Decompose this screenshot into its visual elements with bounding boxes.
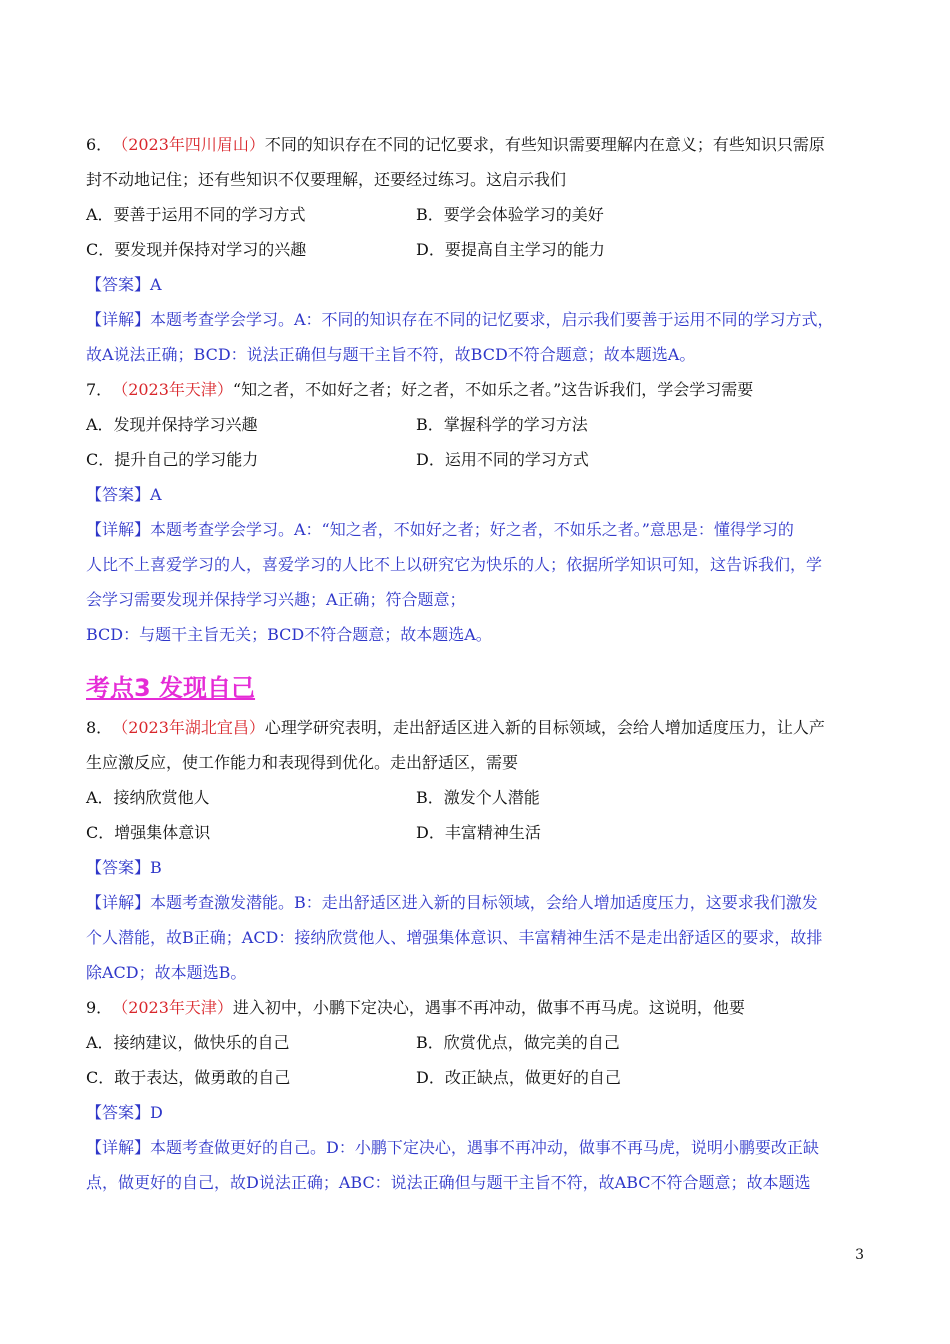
question-7 xyxy=(86,365,866,645)
explanation: 会学习需要发现并保持学习兴趣；A正确；符合题意； xyxy=(86,590,466,609)
option-d: D．要提高自主学习的能力 xyxy=(416,240,605,259)
explanation: 故A说法正确；BCD：说法正确但与题干主旨不符，故BCD不符合题意；故本题选A。 xyxy=(86,345,696,364)
options-row xyxy=(86,773,866,808)
option-a: A．接纳建议，做快乐的自己 xyxy=(86,1033,290,1052)
question-source: （2023年天津） xyxy=(112,380,233,399)
option-b: B．掌握科学的学习方法 xyxy=(416,415,588,434)
option-a: A．发现并保持学习兴趣 xyxy=(86,415,258,434)
answer: 【答案】B xyxy=(86,858,162,877)
answer: 【答案】A xyxy=(86,485,162,504)
option-a: A．要善于运用不同的学习方式 xyxy=(86,205,306,224)
question-stem xyxy=(86,365,866,400)
explanation: 除ACD；故本题选B。 xyxy=(86,963,247,982)
stem-text: 心理学研究表明，走出舒适区进入新的目标领域，会给人增加适度压力，让人产 xyxy=(264,718,825,737)
question-stem xyxy=(86,703,866,738)
stem-text: “知之者，不如好之者；好之者，不如乐之者。”这告诉我们，学会学习需要 xyxy=(232,380,754,399)
question-number: 6． xyxy=(86,135,113,154)
option-d: D．丰富精神生活 xyxy=(416,823,541,842)
option-d: D．运用不同的学习方式 xyxy=(416,450,589,469)
option-c: C．增强集体意识 xyxy=(86,823,211,842)
options-row xyxy=(86,1053,866,1088)
options-row xyxy=(86,400,866,435)
option-b: B．激发个人潜能 xyxy=(416,788,540,807)
option-b: B．要学会体验学习的美好 xyxy=(416,205,604,224)
stem-text-cont: 封不动地记住；还有些知识不仅要理解，还要经过练习。这启示我们 xyxy=(86,170,567,189)
question-9 xyxy=(86,983,866,1193)
options-row xyxy=(86,190,866,225)
options-row xyxy=(86,435,866,470)
explanation: 【详解】本题考查激发潜能。B：走出舒适区进入新的目标领域，会给人增加适度压力，这要求我们激发 xyxy=(86,893,818,912)
stem-text: 不同的知识存在不同的记忆要求，有些知识需要理解内在意义；有些知识只需原 xyxy=(264,135,825,154)
question-6 xyxy=(86,120,866,365)
question-number: 9． xyxy=(86,998,113,1017)
stem-text-cont: 生应激反应，使工作能力和表现得到优化。走出舒适区，需要 xyxy=(86,753,519,772)
question-source: （2023年天津） xyxy=(112,998,233,1017)
option-c: C．敢于表达，做勇敢的自己 xyxy=(86,1068,291,1087)
options-row xyxy=(86,225,866,260)
option-a: A．接纳欣赏他人 xyxy=(86,788,210,807)
question-8 xyxy=(86,703,866,983)
answer: 【答案】A xyxy=(86,275,162,294)
question-number: 7． xyxy=(86,380,113,399)
question-number: 8． xyxy=(86,718,113,737)
answer: 【答案】D xyxy=(86,1103,163,1122)
explanation: 【详解】本题考查学会学习。A：“知之者，不如好之者；好之者，不如乐之者。”意思是：懂得学习的 xyxy=(86,520,794,539)
option-c: C．要发现并保持对学习的兴趣 xyxy=(86,240,307,259)
question-source: （2023年四川眉山） xyxy=(112,135,265,154)
question-stem xyxy=(86,983,866,1018)
page-number: 3 xyxy=(855,1247,864,1263)
question-stem xyxy=(86,120,866,155)
explanation: 点，做更好的自己，故D说法正确；ABC：说法正确但与题干主旨不符，故ABC不符合题意；故本题选 xyxy=(86,1173,811,1192)
explanation: 【详解】本题考查做更好的自己。D：小鹏下定决心，遇事不再冲动，做事不再马虎，说明小鹏要改正缺 xyxy=(86,1138,819,1157)
explanation: 人比不上喜爱学习的人，喜爱学习的人比不上以研究它为快乐的人；依据所学知识可知，这告诉我们，学 xyxy=(86,555,823,574)
question-source: （2023年湖北宜昌） xyxy=(112,718,265,737)
options-row xyxy=(86,808,866,843)
option-d: D．改正缺点，做更好的自己 xyxy=(416,1068,621,1087)
stem-text: 进入初中，小鹏下定决心，遇事不再冲动，做事不再马虎。这说明，他要 xyxy=(232,998,745,1017)
document-page xyxy=(86,120,866,1193)
option-c: C．提升自己的学习能力 xyxy=(86,450,259,469)
explanation: 个人潜能，故B正确；ACD：接纳欣赏他人、增强集体意识、丰富精神生活不是走出舒适区的要求，故排 xyxy=(86,928,823,947)
section-heading: 考点3 发现自己 xyxy=(86,674,256,702)
explanation: BCD：与题干主旨无关；BCD不符合题意；故本题选A。 xyxy=(86,625,492,644)
options-row xyxy=(86,1018,866,1053)
option-b: B．欣赏优点，做完美的自己 xyxy=(416,1033,620,1052)
explanation: 【详解】本题考查学会学习。A：不同的知识存在不同的记忆要求，启示我们要善于运用不同的学习方式， xyxy=(86,310,834,329)
